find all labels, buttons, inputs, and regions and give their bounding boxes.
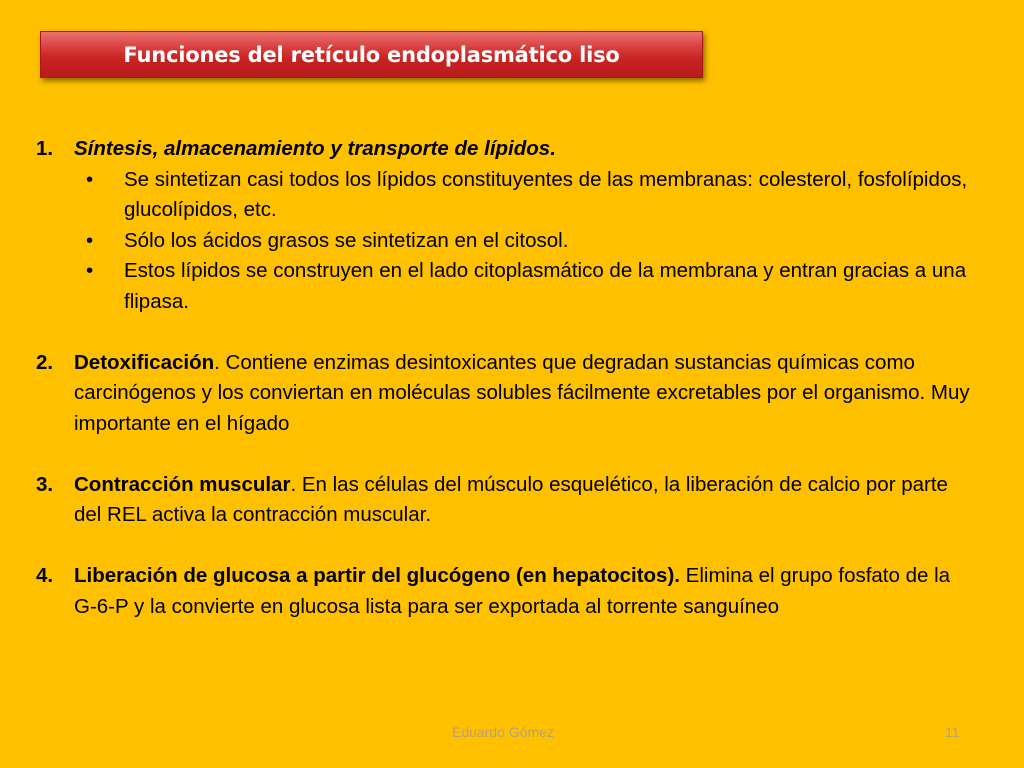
- item-text: Elimina el grupo fosfato de la G-6-P y la convierte en glucosa lista para ser exportada al torrente sanguíneo: [74, 564, 951, 618]
- item-number: 1.: [36, 137, 54, 160]
- slide-title: Funciones del retículo endoplasmático liso: [123, 42, 620, 67]
- bullet-icon: •: [86, 259, 94, 282]
- bullet-text: Sólo los ácidos grasos se sintetizan en el citosol.: [124, 228, 569, 252]
- item-heading: Detoxificación: [74, 350, 215, 374]
- list-item-lipid-synthesis: [36, 134, 976, 317]
- footer-author: Eduardo Gómez: [452, 724, 554, 740]
- item-heading: Contracción muscular: [74, 472, 291, 496]
- item-text: . En las células del músculo esquelético, la liberación de calcio por parte del REL activa la contracción muscular.: [74, 472, 948, 526]
- bullet-icon: •: [86, 228, 94, 252]
- bullet-text: Se sintetizan casi todos los lípidos constituyentes de las membranas: colesterol, fosfolípidos, glucolípidos, etc.: [124, 167, 968, 221]
- list-item-detoxification: [36, 348, 976, 440]
- bullet-icon: •: [86, 167, 94, 191]
- item-text: . Contiene enzimas desintoxicantes que degradan sustancias químicas como carcinógenos y los conviertan en moléculas solubles fácilmente excretables por el organismo. Muy importante en el hígado: [74, 350, 970, 435]
- page-number: 11: [945, 724, 960, 740]
- item-number: 2.: [36, 350, 54, 374]
- sub-bullet-flipase: [74, 256, 976, 317]
- list-item-muscle-contraction: [36, 470, 976, 531]
- item-number: 4.: [36, 564, 54, 587]
- sub-bullet-fatty-acids: [74, 226, 976, 257]
- list-item-glucose-release: [36, 561, 976, 622]
- item-number: 3.: [36, 472, 54, 496]
- sub-bullet-list: [74, 165, 976, 318]
- item-heading: Síntesis, almacenamiento y transporte de lípidos.: [74, 137, 556, 160]
- item-heading: Liberación de glucosa a partir del glucógeno (en hepatocitos).: [74, 564, 680, 587]
- bullet-text: Estos lípidos se construyen en el lado citoplasmático de la membrana y entran gracias a una flipasa.: [124, 259, 967, 313]
- slide-title-bar: [40, 31, 703, 78]
- slide-content: [36, 134, 976, 622]
- sub-bullet-membrane-lipids: [74, 165, 976, 226]
